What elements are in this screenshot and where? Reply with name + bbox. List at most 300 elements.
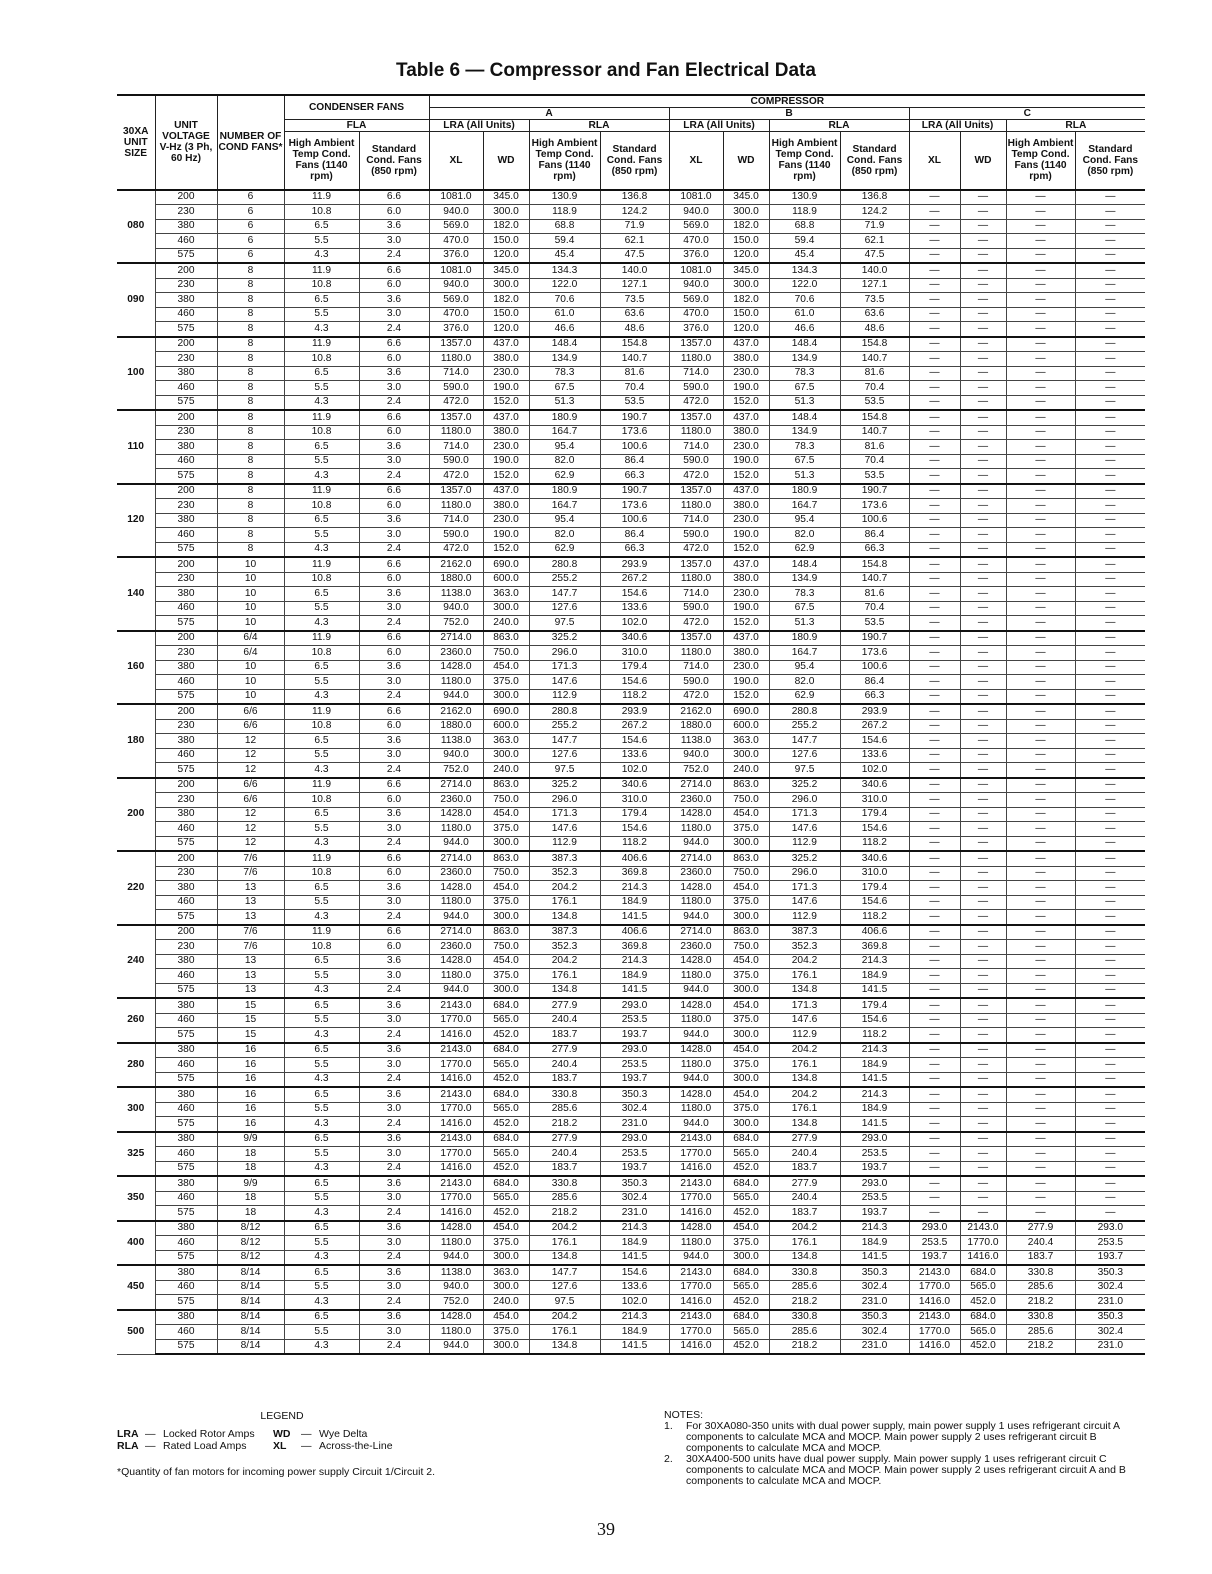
table-row	[117, 881, 1145, 896]
lra-xl-c-cell: —	[909, 454, 960, 469]
lra-xl-c-cell: —	[909, 1206, 960, 1221]
rla-std-b-cell: 214.3	[840, 1087, 909, 1102]
fla-standard-cell: 6.6	[359, 263, 429, 278]
header-wd-c: WD	[960, 132, 1006, 190]
rla-std-b-cell: 100.6	[840, 513, 909, 528]
fla-standard-cell: 3.0	[359, 381, 429, 396]
lra-wd-b-cell: 452.0	[723, 1161, 769, 1176]
rla-std-c-cell: —	[1075, 1087, 1145, 1102]
lra-xl-a-cell: 470.0	[429, 234, 483, 249]
rla-std-b-cell: 154.6	[840, 895, 909, 910]
rla-high-a-cell: 68.8	[529, 219, 600, 234]
num-fans-cell: 8/14	[217, 1325, 284, 1340]
rla-std-b-cell: 70.4	[840, 601, 909, 616]
rla-high-c-cell: —	[1006, 1117, 1075, 1132]
lra-wd-b-cell: 190.0	[723, 454, 769, 469]
rla-std-a-cell: 253.5	[600, 1147, 669, 1162]
rla-high-a-cell: 218.2	[529, 1206, 600, 1221]
rla-std-b-cell: 267.2	[840, 719, 909, 734]
rla-high-a-cell: 387.3	[529, 851, 600, 866]
header-rla-a: RLA	[529, 120, 669, 132]
table-row	[117, 748, 1145, 763]
lra-xl-a-cell: 714.0	[429, 366, 483, 381]
lra-wd-c-cell: —	[960, 881, 1006, 896]
fla-high-ambient-cell: 10.8	[284, 719, 359, 734]
fla-standard-cell: 6.0	[359, 499, 429, 514]
lra-xl-a-cell: 752.0	[429, 616, 483, 631]
rla-std-c-cell: —	[1075, 542, 1145, 557]
rla-high-b-cell: 70.6	[769, 293, 840, 308]
num-fans-cell: 15	[217, 998, 284, 1013]
voltage-cell: 380	[155, 998, 217, 1013]
table-row	[117, 263, 1145, 278]
lra-xl-b-cell: 1357.0	[669, 410, 723, 425]
lra-wd-b-cell: 600.0	[723, 719, 769, 734]
rla-high-a-cell: 95.4	[529, 440, 600, 455]
lra-xl-c-cell: —	[909, 631, 960, 646]
fla-high-ambient-cell: 10.8	[284, 352, 359, 367]
rla-high-a-cell: 82.0	[529, 454, 600, 469]
rla-std-b-cell: 154.8	[840, 557, 909, 572]
legend-dash: —	[145, 1428, 156, 1440]
rla-std-c-cell: —	[1075, 660, 1145, 675]
fla-standard-cell: 3.0	[359, 675, 429, 690]
table-row	[117, 513, 1145, 528]
num-fans-cell: 12	[217, 763, 284, 778]
lra-wd-b-cell: 863.0	[723, 851, 769, 866]
table-row	[117, 587, 1145, 602]
lra-wd-b-cell: 152.0	[723, 395, 769, 410]
rla-high-b-cell: 78.3	[769, 587, 840, 602]
rla-high-a-cell: 240.4	[529, 1147, 600, 1162]
rla-std-a-cell: 102.0	[600, 763, 669, 778]
lra-xl-a-cell: 1770.0	[429, 1013, 483, 1028]
rla-high-a-cell: 330.8	[529, 1087, 600, 1102]
rla-std-b-cell: 184.9	[840, 1102, 909, 1117]
fla-standard-cell: 2.4	[359, 248, 429, 263]
rla-high-a-cell: 164.7	[529, 499, 600, 514]
fla-standard-cell: 3.6	[359, 660, 429, 675]
lra-xl-c-cell: —	[909, 542, 960, 557]
rla-std-a-cell: 193.7	[600, 1028, 669, 1043]
rla-high-b-cell: 112.9	[769, 836, 840, 851]
lra-wd-b-cell: 452.0	[723, 1339, 769, 1354]
rla-high-c-cell: 183.7	[1006, 1250, 1075, 1265]
lra-wd-a-cell: 454.0	[483, 1221, 529, 1236]
rla-std-c-cell: —	[1075, 822, 1145, 837]
rla-high-a-cell: 218.2	[529, 1117, 600, 1132]
num-fans-cell: 16	[217, 1117, 284, 1132]
rla-high-b-cell: 296.0	[769, 866, 840, 881]
rla-std-c-cell: —	[1075, 1058, 1145, 1073]
lra-xl-c-cell: —	[909, 1191, 960, 1206]
lra-wd-b-cell: 230.0	[723, 587, 769, 602]
lra-wd-c-cell: —	[960, 763, 1006, 778]
lra-xl-c-cell: —	[909, 1087, 960, 1102]
lra-wd-a-cell: 300.0	[483, 1339, 529, 1354]
lra-wd-b-cell: 375.0	[723, 1058, 769, 1073]
lra-wd-c-cell: —	[960, 1147, 1006, 1162]
table-row	[117, 352, 1145, 367]
lra-wd-b-cell: 454.0	[723, 1221, 769, 1236]
lra-wd-b-cell: 190.0	[723, 601, 769, 616]
lra-xl-a-cell: 714.0	[429, 513, 483, 528]
lra-wd-b-cell: 437.0	[723, 410, 769, 425]
rla-high-c-cell: —	[1006, 763, 1075, 778]
lra-xl-b-cell: 1770.0	[669, 1191, 723, 1206]
voltage-cell: 575	[155, 1117, 217, 1132]
fla-standard-cell: 3.0	[359, 234, 429, 249]
rla-std-a-cell: 293.9	[600, 557, 669, 572]
lra-wd-c-cell: 2143.0	[960, 1221, 1006, 1236]
fla-high-ambient-cell: 5.5	[284, 895, 359, 910]
lra-wd-b-cell: 230.0	[723, 513, 769, 528]
rla-std-c-cell: —	[1075, 557, 1145, 572]
rla-high-c-cell: —	[1006, 851, 1075, 866]
lra-xl-c-cell: —	[909, 601, 960, 616]
lra-xl-b-cell: 1357.0	[669, 557, 723, 572]
num-fans-cell: 8/14	[217, 1280, 284, 1295]
header-rla-std-a: Standard Cond. Fans (850 rpm)	[600, 132, 669, 190]
fla-high-ambient-cell: 4.3	[284, 248, 359, 263]
rla-std-b-cell: 124.2	[840, 205, 909, 220]
rla-high-b-cell: 147.6	[769, 822, 840, 837]
rla-std-c-cell: —	[1075, 293, 1145, 308]
notes-title: NOTES:	[664, 1409, 704, 1421]
lra-wd-a-cell: 684.0	[483, 1043, 529, 1058]
unit-size-cell: 160	[117, 631, 155, 705]
rla-high-c-cell: —	[1006, 190, 1075, 205]
rla-high-b-cell: 176.1	[769, 1102, 840, 1117]
voltage-cell: 575	[155, 1295, 217, 1310]
rla-high-b-cell: 296.0	[769, 793, 840, 808]
fla-high-ambient-cell: 5.5	[284, 1325, 359, 1340]
lra-xl-a-cell: 1416.0	[429, 1028, 483, 1043]
lra-wd-c-cell: —	[960, 646, 1006, 661]
lra-xl-a-cell: 1138.0	[429, 587, 483, 602]
voltage-cell: 575	[155, 983, 217, 998]
lra-wd-b-cell: 454.0	[723, 1043, 769, 1058]
rla-std-c-cell: —	[1075, 1176, 1145, 1191]
fla-high-ambient-cell: 10.8	[284, 278, 359, 293]
header-circuit-b: B	[669, 108, 909, 120]
lra-xl-b-cell: 940.0	[669, 205, 723, 220]
num-fans-cell: 8	[217, 410, 284, 425]
lra-xl-b-cell: 1180.0	[669, 969, 723, 984]
rla-std-b-cell: 118.2	[840, 1028, 909, 1043]
rla-std-a-cell: 66.3	[600, 469, 669, 484]
lra-xl-a-cell: 472.0	[429, 542, 483, 557]
rla-high-c-cell: —	[1006, 1028, 1075, 1043]
lra-xl-b-cell: 944.0	[669, 1072, 723, 1087]
lra-wd-a-cell: 454.0	[483, 807, 529, 822]
num-fans-cell: 10	[217, 675, 284, 690]
lra-wd-c-cell: —	[960, 940, 1006, 955]
fla-high-ambient-cell: 6.5	[284, 587, 359, 602]
rla-std-c-cell: —	[1075, 454, 1145, 469]
rla-std-a-cell: 102.0	[600, 616, 669, 631]
fla-high-ambient-cell: 5.5	[284, 1191, 359, 1206]
lra-wd-c-cell: —	[960, 499, 1006, 514]
lra-wd-b-cell: 684.0	[723, 1132, 769, 1147]
num-fans-cell: 12	[217, 807, 284, 822]
header-rla-std-c: Standard Cond. Fans (850 rpm)	[1075, 132, 1145, 190]
lra-xl-a-cell: 1180.0	[429, 499, 483, 514]
lra-xl-c-cell: —	[909, 822, 960, 837]
lra-xl-a-cell: 1416.0	[429, 1206, 483, 1221]
voltage-cell: 575	[155, 689, 217, 704]
rla-std-c-cell: —	[1075, 1147, 1145, 1162]
lra-xl-b-cell: 944.0	[669, 910, 723, 925]
fla-standard-cell: 2.4	[359, 1028, 429, 1043]
rla-high-b-cell: 325.2	[769, 778, 840, 793]
note-number: 1.	[664, 1420, 673, 1432]
lra-wd-b-cell: 380.0	[723, 499, 769, 514]
num-fans-cell: 8	[217, 395, 284, 410]
rla-high-b-cell: 148.4	[769, 557, 840, 572]
rla-high-b-cell: 67.5	[769, 601, 840, 616]
fla-high-ambient-cell: 11.9	[284, 557, 359, 572]
lra-xl-c-cell: 2143.0	[909, 1310, 960, 1325]
fla-standard-cell: 3.0	[359, 1280, 429, 1295]
lra-wd-c-cell: —	[960, 1028, 1006, 1043]
lra-wd-a-cell: 684.0	[483, 998, 529, 1013]
fla-standard-cell: 6.0	[359, 425, 429, 440]
lra-xl-a-cell: 1428.0	[429, 660, 483, 675]
table-row	[117, 205, 1145, 220]
rla-std-b-cell: 53.5	[840, 395, 909, 410]
lra-xl-c-cell: —	[909, 969, 960, 984]
fla-standard-cell: 3.0	[359, 1236, 429, 1251]
fla-high-ambient-cell: 4.3	[284, 1161, 359, 1176]
lra-xl-c-cell: —	[909, 925, 960, 940]
lra-wd-c-cell: —	[960, 954, 1006, 969]
rla-std-a-cell: 136.8	[600, 190, 669, 205]
lra-xl-c-cell: —	[909, 1147, 960, 1162]
rla-high-b-cell: 130.9	[769, 190, 840, 205]
lra-xl-c-cell: —	[909, 646, 960, 661]
legend-abbr: XL	[273, 1440, 287, 1452]
rla-std-a-cell: 140.0	[600, 263, 669, 278]
num-fans-cell: 10	[217, 616, 284, 631]
rla-high-a-cell: 280.8	[529, 557, 600, 572]
fla-standard-cell: 3.6	[359, 807, 429, 822]
header-xl-b: XL	[669, 132, 723, 190]
rla-high-b-cell: 285.6	[769, 1280, 840, 1295]
rla-high-c-cell: —	[1006, 807, 1075, 822]
rla-high-a-cell: 82.0	[529, 528, 600, 543]
lra-xl-a-cell: 1357.0	[429, 484, 483, 499]
lra-wd-c-cell: —	[960, 719, 1006, 734]
table-row	[117, 440, 1145, 455]
fla-standard-cell: 2.4	[359, 836, 429, 851]
header-num-fans: NUMBER OF COND FANS*	[217, 95, 284, 190]
num-fans-cell: 8	[217, 381, 284, 396]
fla-high-ambient-cell: 4.3	[284, 1117, 359, 1132]
fla-high-ambient-cell: 6.5	[284, 513, 359, 528]
rla-std-a-cell: 184.9	[600, 1325, 669, 1340]
rla-std-a-cell: 214.3	[600, 1310, 669, 1325]
fla-standard-cell: 6.6	[359, 851, 429, 866]
rla-std-a-cell: 100.6	[600, 440, 669, 455]
lra-wd-a-cell: 152.0	[483, 469, 529, 484]
num-fans-cell: 12	[217, 734, 284, 749]
rla-std-c-cell: —	[1075, 1206, 1145, 1221]
fla-standard-cell: 3.6	[359, 1132, 429, 1147]
num-fans-cell: 8/12	[217, 1221, 284, 1236]
lra-xl-a-cell: 940.0	[429, 205, 483, 220]
rla-std-c-cell: —	[1075, 307, 1145, 322]
rla-std-a-cell: 369.8	[600, 866, 669, 881]
lra-xl-b-cell: 470.0	[669, 307, 723, 322]
fla-standard-cell: 6.0	[359, 646, 429, 661]
lra-wd-a-cell: 684.0	[483, 1087, 529, 1102]
table-row	[117, 337, 1145, 352]
rla-high-a-cell: 127.6	[529, 748, 600, 763]
num-fans-cell: 8	[217, 352, 284, 367]
rla-std-a-cell: 140.7	[600, 352, 669, 367]
rla-high-c-cell: —	[1006, 395, 1075, 410]
lra-xl-a-cell: 1416.0	[429, 1161, 483, 1176]
rla-high-c-cell: —	[1006, 778, 1075, 793]
table-row	[117, 1117, 1145, 1132]
lra-wd-a-cell: 152.0	[483, 395, 529, 410]
lra-xl-b-cell: 1428.0	[669, 881, 723, 896]
rla-std-c-cell: —	[1075, 1028, 1145, 1043]
rla-high-c-cell: —	[1006, 293, 1075, 308]
fla-high-ambient-cell: 11.9	[284, 631, 359, 646]
lra-xl-a-cell: 472.0	[429, 469, 483, 484]
fla-high-ambient-cell: 11.9	[284, 925, 359, 940]
lra-xl-a-cell: 2143.0	[429, 1043, 483, 1058]
rla-high-c-cell: —	[1006, 469, 1075, 484]
rla-std-b-cell: 66.3	[840, 689, 909, 704]
num-fans-cell: 9/9	[217, 1132, 284, 1147]
rla-std-b-cell: 102.0	[840, 763, 909, 778]
unit-size-cell: 500	[117, 1310, 155, 1355]
lra-xl-c-cell: —	[909, 983, 960, 998]
unit-size-cell: 450	[117, 1265, 155, 1310]
rla-high-a-cell: 180.9	[529, 484, 600, 499]
fla-high-ambient-cell: 10.8	[284, 425, 359, 440]
num-fans-cell: 8	[217, 366, 284, 381]
fla-high-ambient-cell: 6.5	[284, 440, 359, 455]
voltage-cell: 575	[155, 322, 217, 337]
voltage-cell: 200	[155, 631, 217, 646]
rla-high-b-cell: 171.3	[769, 998, 840, 1013]
rla-high-a-cell: 97.5	[529, 763, 600, 778]
lra-wd-b-cell: 300.0	[723, 278, 769, 293]
num-fans-cell: 6/6	[217, 704, 284, 719]
rla-high-c-cell: —	[1006, 454, 1075, 469]
voltage-cell: 380	[155, 881, 217, 896]
rla-std-b-cell: 141.5	[840, 1250, 909, 1265]
lra-wd-a-cell: 300.0	[483, 601, 529, 616]
rla-std-c-cell: —	[1075, 704, 1145, 719]
lra-wd-a-cell: 863.0	[483, 851, 529, 866]
rla-high-c-cell: —	[1006, 660, 1075, 675]
table-row	[117, 895, 1145, 910]
fla-standard-cell: 6.0	[359, 205, 429, 220]
table-row	[117, 410, 1145, 425]
fla-standard-cell: 2.4	[359, 1161, 429, 1176]
num-fans-cell: 12	[217, 822, 284, 837]
lra-wd-b-cell: 452.0	[723, 1295, 769, 1310]
rla-high-a-cell: 176.1	[529, 1325, 600, 1340]
rla-std-c-cell: 350.3	[1075, 1265, 1145, 1280]
rla-high-b-cell: 78.3	[769, 440, 840, 455]
rla-std-a-cell: 102.0	[600, 1295, 669, 1310]
lra-xl-a-cell: 1357.0	[429, 337, 483, 352]
lra-wd-a-cell: 300.0	[483, 278, 529, 293]
voltage-cell: 460	[155, 822, 217, 837]
fla-high-ambient-cell: 5.5	[284, 1058, 359, 1073]
rla-std-a-cell: 63.6	[600, 307, 669, 322]
rla-std-c-cell: —	[1075, 925, 1145, 940]
rla-high-a-cell: 330.8	[529, 1176, 600, 1191]
voltage-cell: 200	[155, 851, 217, 866]
lra-xl-c-cell: —	[909, 1043, 960, 1058]
rla-high-b-cell: 330.8	[769, 1310, 840, 1325]
rla-high-a-cell: 134.9	[529, 352, 600, 367]
lra-xl-a-cell: 1428.0	[429, 807, 483, 822]
lra-xl-c-cell: —	[909, 675, 960, 690]
lra-wd-c-cell: —	[960, 1102, 1006, 1117]
voltage-cell: 200	[155, 704, 217, 719]
lra-xl-c-cell: —	[909, 748, 960, 763]
rla-high-a-cell: 118.9	[529, 205, 600, 220]
voltage-cell: 460	[155, 234, 217, 249]
num-fans-cell: 18	[217, 1191, 284, 1206]
lra-xl-a-cell: 2714.0	[429, 778, 483, 793]
rla-high-c-cell: —	[1006, 1132, 1075, 1147]
fla-high-ambient-cell: 5.5	[284, 454, 359, 469]
rla-std-a-cell: 369.8	[600, 940, 669, 955]
voltage-cell: 380	[155, 1087, 217, 1102]
rla-high-b-cell: 68.8	[769, 219, 840, 234]
lra-wd-b-cell: 437.0	[723, 557, 769, 572]
fla-standard-cell: 3.0	[359, 1191, 429, 1206]
rla-std-a-cell: 184.9	[600, 969, 669, 984]
rla-std-b-cell: 81.6	[840, 440, 909, 455]
lra-xl-a-cell: 940.0	[429, 748, 483, 763]
fla-standard-cell: 2.4	[359, 395, 429, 410]
rla-std-b-cell: 63.6	[840, 307, 909, 322]
table-row	[117, 1236, 1145, 1251]
legend-footnote: *Quantity of fan motors for incoming power supply Circuit 1/Circuit 2.	[117, 1466, 436, 1478]
lra-wd-b-cell: 120.0	[723, 322, 769, 337]
rla-std-b-cell: 86.4	[840, 675, 909, 690]
lra-wd-b-cell: 300.0	[723, 1072, 769, 1087]
lra-wd-b-cell: 565.0	[723, 1280, 769, 1295]
lra-xl-b-cell: 376.0	[669, 248, 723, 263]
lra-wd-b-cell: 750.0	[723, 940, 769, 955]
rla-std-a-cell: 302.4	[600, 1102, 669, 1117]
unit-size-cell: 400	[117, 1221, 155, 1266]
rla-high-b-cell: 180.9	[769, 631, 840, 646]
table-row	[117, 454, 1145, 469]
fla-standard-cell: 6.6	[359, 190, 429, 205]
lra-xl-c-cell: —	[909, 395, 960, 410]
rla-high-c-cell: —	[1006, 557, 1075, 572]
lra-wd-a-cell: 452.0	[483, 1117, 529, 1132]
rla-std-b-cell: 253.5	[840, 1191, 909, 1206]
num-fans-cell: 8	[217, 337, 284, 352]
lra-wd-b-cell: 437.0	[723, 484, 769, 499]
rla-high-b-cell: 164.7	[769, 499, 840, 514]
rla-high-b-cell: 285.6	[769, 1325, 840, 1340]
lra-wd-a-cell: 300.0	[483, 910, 529, 925]
